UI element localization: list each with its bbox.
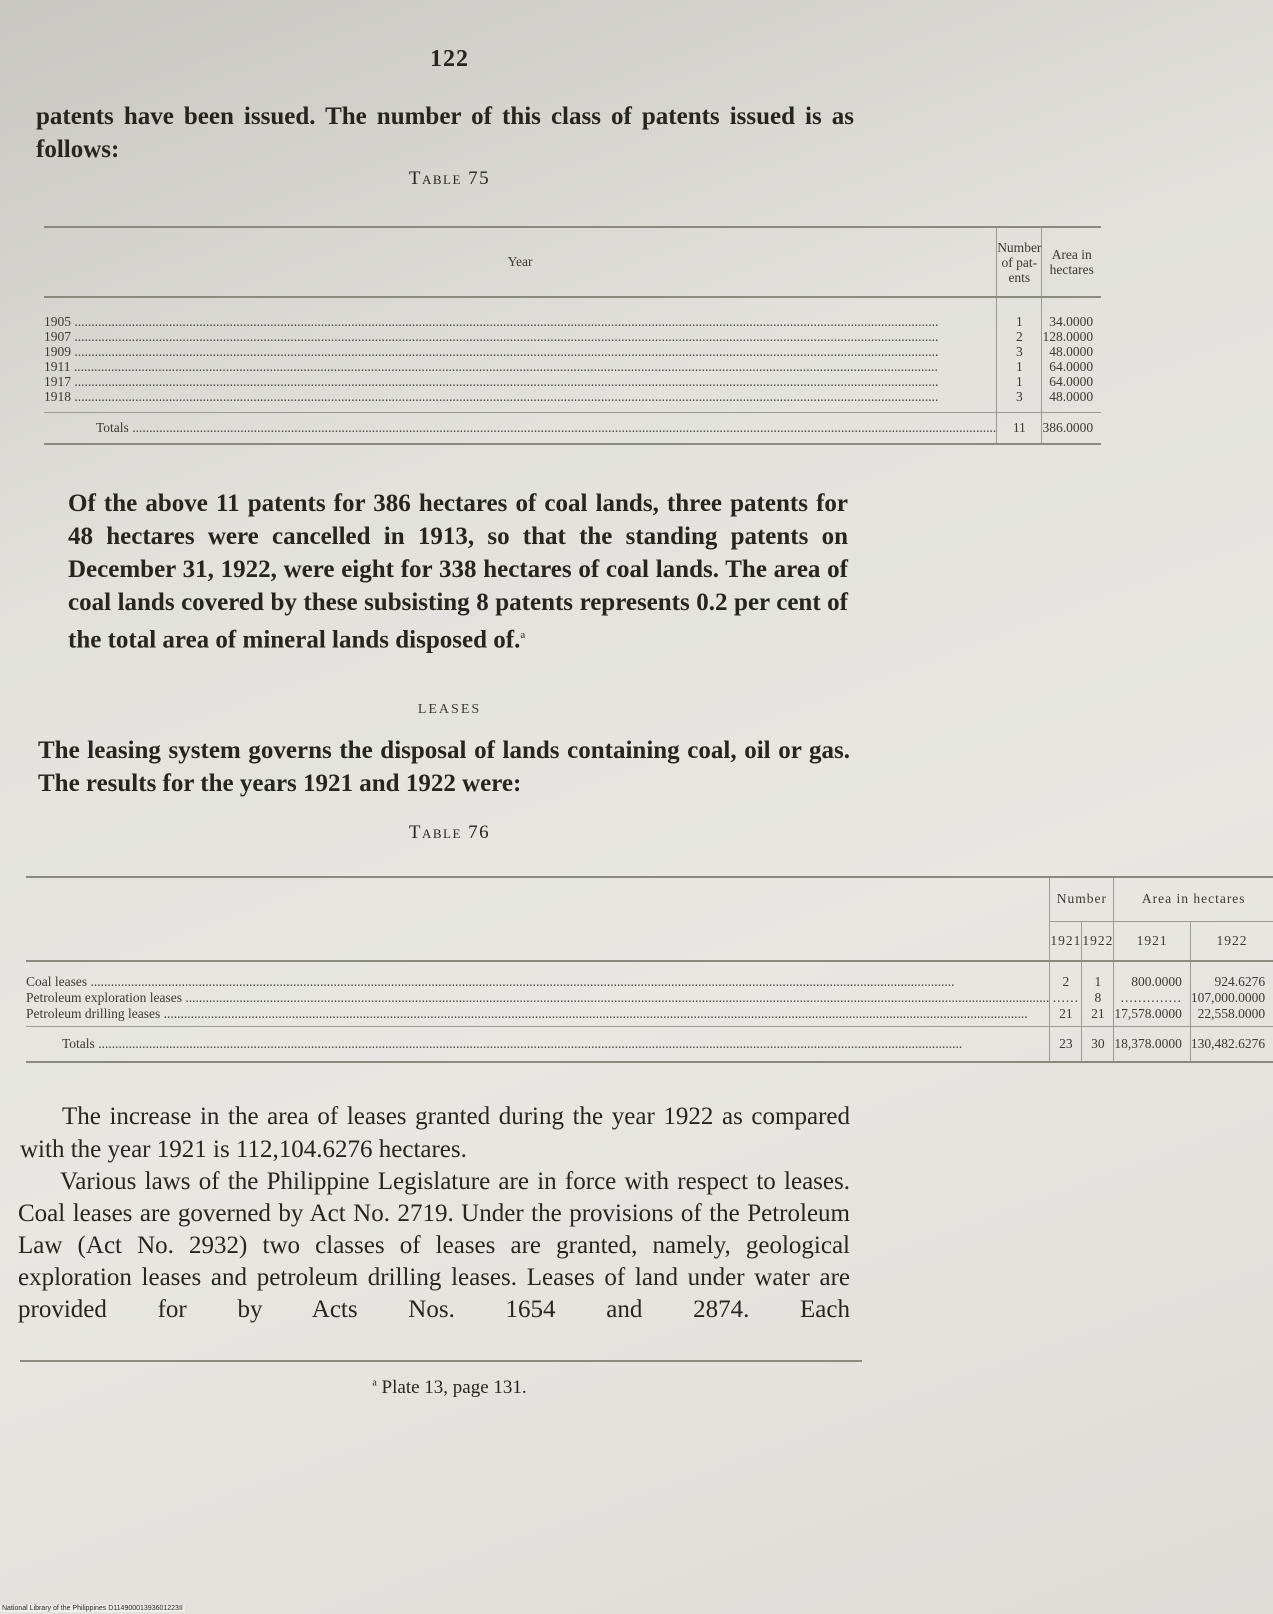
year-cell: 1909 ..... [44, 344, 996, 359]
table-75-header-row [44, 227, 1101, 297]
area-cell: 128.0000 [1042, 329, 1101, 344]
area-1921-cell: .............. [1114, 990, 1191, 1006]
table-75 [44, 226, 1101, 445]
table-row [26, 1006, 1273, 1027]
table-76-totals-row [26, 1027, 1273, 1063]
table-row [26, 990, 1273, 1006]
section-heading-leases: LEASES [417, 702, 482, 717]
number-cell: 2 [997, 329, 1042, 344]
number-cell: 3 [997, 389, 1042, 413]
year-cell: 1905 ..... [44, 314, 996, 329]
area-cell: 34.0000 [1042, 297, 1101, 329]
totals-number-1922: 30 [1082, 1027, 1114, 1063]
totals-area-1921: 18,378.0000 [1114, 1027, 1191, 1063]
scan-imprint: National Library of the Philippines D11490001393601223II [2, 1605, 183, 1612]
year-cell: 1918 ..... [44, 389, 996, 404]
totals-area: 386.0000 [1042, 413, 1101, 445]
page-number: 122 [430, 46, 469, 72]
table-row [44, 344, 1101, 359]
header-area-1921: 1921 [1114, 921, 1191, 961]
number-1921-cell: 21 [1050, 1006, 1082, 1027]
leasing-paragraph: The leasing system governs the disposal of lands containing coal, oil or gas. The results for the years 1921 and 1922 were: [38, 737, 850, 797]
header-area-1922: 1922 [1190, 921, 1273, 961]
table-75-title: Table 75 [408, 168, 491, 189]
table-76-header-row-1 [26, 877, 1273, 921]
intro-paragraph: patents have been issued. The number of this class of patents issued is as follows: [36, 103, 854, 163]
number-cell: 1 [997, 359, 1042, 374]
totals-number: 11 [997, 413, 1042, 445]
table-row [26, 961, 1273, 990]
year-cell: 1907 ..... [44, 329, 996, 344]
lease-type-label: Petroleum exploration leases ..... [26, 990, 1049, 1006]
number-1921-cell: ...... [1050, 990, 1082, 1006]
lease-type-label: Petroleum drilling leases ..... [26, 1006, 1049, 1022]
totals-number-1921: 23 [1050, 1027, 1082, 1063]
laws-paragraph: Various laws of the Philippine Legislature are in force with respect to leases. Coal leases are governed by Act No. 2719. Under the provisions of the Petroleum Law (Act No. 2932) two classes of leases are granted, namely, geological exploration leases and petroleum drilling leases. Leases of land under water are provided for by Acts Nos. 1654 and 2874. Each [18, 1168, 850, 1323]
year-cell: 1917 ..... [44, 374, 996, 389]
area-1921-cell: 17,578.0000 [1114, 1006, 1191, 1027]
table-75-totals-row [44, 413, 1101, 445]
totals-area-1922: 130,482.6276 [1190, 1027, 1273, 1063]
header-number-of-patents: Number of pat- ents [997, 227, 1042, 297]
lease-type-label: Coal leases ..... [26, 974, 1049, 990]
footnote-text: Plate 13, page 131. [381, 1377, 527, 1398]
area-cell: 48.0000 [1042, 344, 1101, 359]
number-1922-cell: 8 [1082, 990, 1114, 1006]
footnote-divider [20, 1360, 862, 1362]
header-number: Number [1050, 877, 1114, 921]
footnote-marker: a [372, 1377, 377, 1389]
totals-label: Totals ..... [96, 420, 996, 436]
footnote [0, 1377, 899, 1399]
year-cell: 1911 ..... [44, 359, 996, 374]
number-cell: 3 [997, 344, 1042, 359]
area-1921-cell: 800.0000 [1114, 961, 1191, 990]
table-row [44, 329, 1101, 344]
header-number-1921: 1921 [1050, 921, 1082, 961]
area-1922-cell: 924.6276 [1190, 961, 1273, 990]
header-blank [26, 877, 1050, 961]
table-row [44, 297, 1101, 329]
area-1922-cell: 107,000.0000 [1190, 990, 1273, 1006]
table-row [44, 389, 1101, 413]
number-1922-cell: 1 [1082, 961, 1114, 990]
header-number-1922: 1922 [1082, 921, 1114, 961]
number-cell: 1 [997, 297, 1042, 329]
totals-label: Totals ..... [62, 1036, 1049, 1052]
table-76 [26, 876, 1273, 1063]
area-cell: 64.0000 [1042, 374, 1101, 389]
number-1921-cell: 2 [1050, 961, 1082, 990]
table-76-title: Table 76 [408, 822, 491, 843]
increase-paragraph: The increase in the area of leases granted during the year 1922 as compared with the year 1921 is 112,104.6276 hectares. [20, 1103, 850, 1163]
number-cell: 1 [997, 374, 1042, 389]
cancelled-patents-text: Of the above 11 patents for 386 hectares of coal lands, three patents for 48 hectares were cancelled in 1913, so that the standing patents on December 31, 1922, were eight for 338 hectares of coal lands. The area of coal lands covered by these subsisting 8 patents represents 0.2 per cent of the total area of mineral lands disposed of. [68, 490, 848, 654]
cancelled-patents-paragraph [68, 487, 848, 656]
area-cell: 64.0000 [1042, 359, 1101, 374]
table-row [44, 359, 1101, 374]
header-area-hectares: Area in hectares [1114, 877, 1273, 921]
area-1922-cell: 22,558.0000 [1190, 1006, 1273, 1027]
header-year: Year [44, 227, 997, 297]
number-1922-cell: 21 [1082, 1006, 1114, 1027]
footnote-reference: a [520, 629, 526, 641]
area-cell: 48.0000 [1042, 389, 1101, 413]
header-area-hectares: Area in hectares [1042, 227, 1101, 297]
table-row [44, 374, 1101, 389]
